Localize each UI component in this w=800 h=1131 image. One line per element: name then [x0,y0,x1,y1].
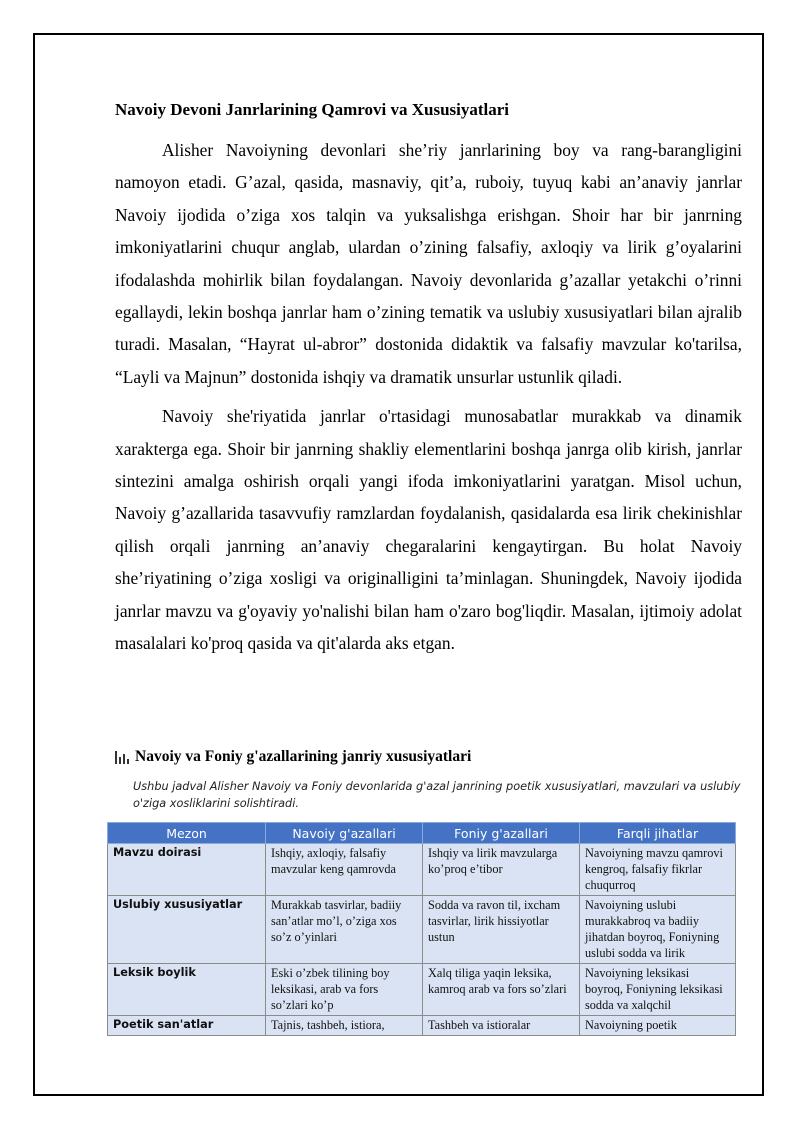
row-label: Poetik san'atlar [108,1016,266,1036]
table-cell: Navoiyning leksikasi boyroq, Foniyning leksikasi sodda va xalqchil [580,964,736,1016]
row-label: Uslubiy xususiyatlar [108,896,266,964]
table-cell: Sodda va ravon til, ixcham tasvirlar, lirik hissiyotlar ustun [423,896,580,964]
row-label: Mavzu doirasi [108,844,266,896]
column-header: Navoiy g'azallari [266,823,423,844]
paragraph-1: Alisher Navoiyning devonlari she’riy janrlarining boy va rang-barangligini namoyon etadi. G’azal, qasida, masnaviy, qit’a, ruboiy, tuyuq kabi an’anaviy janrlar Navoiy ijodida o’ziga xos talqin va yuksalishga erishgan. Shoir har bir janrning imkoniyatlarini chuqur anglab, ulardan o’zining falsafiy, axloqiy va lirik g’oyalarini ifodalashda mohirlik bilan foydalangan. Navoiy devonlarida g’azallar yetakchi o’rinni egallaydi, lekin boshqa janrlar ham o’zining tematik va uslubiy xususiyatlari bilan ajralib turadi. Masalan, “Hayrat ul-abror” dostonida didaktik va falsafiy mavzular ko'tarilsa, “Layli va Majnun” dostonida ishqiy va dramatik unsurlar ustunlik qiladi. [115,140,742,387]
row-label: Leksik boylik [108,964,266,1016]
table-cell: Ishqiy va lirik mavzularga ko’proq e’tibor [423,844,580,896]
table-caption: Ushbu jadval Alisher Navoiy va Foniy devonlarida g'azal janrining poetik xususiyatlari, mavzulari va uslubiy o'ziga xosliklarini solishtiradi. [133,780,741,810]
document-title: Navoiy Devoni Janrlarining Qamrovi va Xususiyatlari [115,100,510,119]
table-cell: Tashbeh va istioralar [423,1016,580,1036]
column-header: Foniy g'azallari [423,823,580,844]
table-cell: Xalq tiliga yaqin leksika, kamroq arab va fors so’zlari [423,964,580,1016]
table-header-row [108,823,736,844]
table-cell: Navoiyning mavzu qamrovi kengroq, falsafiy fikrlar chuqurroq [580,844,736,896]
table-heading [115,747,471,767]
table-title: Navoiy va Foniy g'azallarining janriy xususiyatlari [135,748,472,765]
column-header: Farqli jihatlar [580,823,736,844]
table-cell: Navoiyning uslubi murakkabroq va badiiy jihatdan boyroq, Foniyning uslubi sodda va lirik [580,896,736,964]
document-body [115,98,742,667]
table-cell: Ishqiy, axloqiy, falsafiy mavzular keng qamrovda [266,844,423,896]
table-cell: Tajnis, tashbeh, istiora, [266,1016,423,1036]
column-header: Mezon [108,823,266,844]
table-cell: Eski o’zbek tilining boy leksikasi, arab va fors so’zlari ko’p [266,964,423,1016]
bar-chart-icon [115,751,129,764]
table-row [108,844,736,896]
table-row [108,896,736,964]
table-cell: Navoiyning poetik [580,1016,736,1036]
paragraph-2: Navoiy she'riyatida janrlar o'rtasidagi munosabatlar murakkab va dinamik xarakterga ega. Shoir bir janrning shakliy elementlarini boshqa janrga olib kirish, janrlar sintezini amalga oshirish orqali yangi ifoda imkoniyatlarini yaratgan. Misol uchun, Navoiy g’azallarida tasavvufiy ramzlardan foydalanish, qasidalarda esa lirik chekinishlar qilish orqali janrning an’anaviy chegaralarini kengaytirgan. Bu holat Navoiy she’riyatining o’ziga xosligi va originalligini ta’minlagan. Shuningdek, Navoiy ijodida janrlar mavzu va g'oyaviy yo'nalishi bilan ham o'zaro bog'liqdir. Masalan, ijtimoiy adolat masalalari ko'proq qasida va qit'alarda aks etgan. [115,406,742,654]
table-row [108,964,736,1016]
table-row [108,1016,736,1036]
table-cell: Murakkab tasvirlar, badiiy san’atlar mo’l, o’ziga xos so’z o’yinlari [266,896,423,964]
comparison-table [107,822,736,1036]
